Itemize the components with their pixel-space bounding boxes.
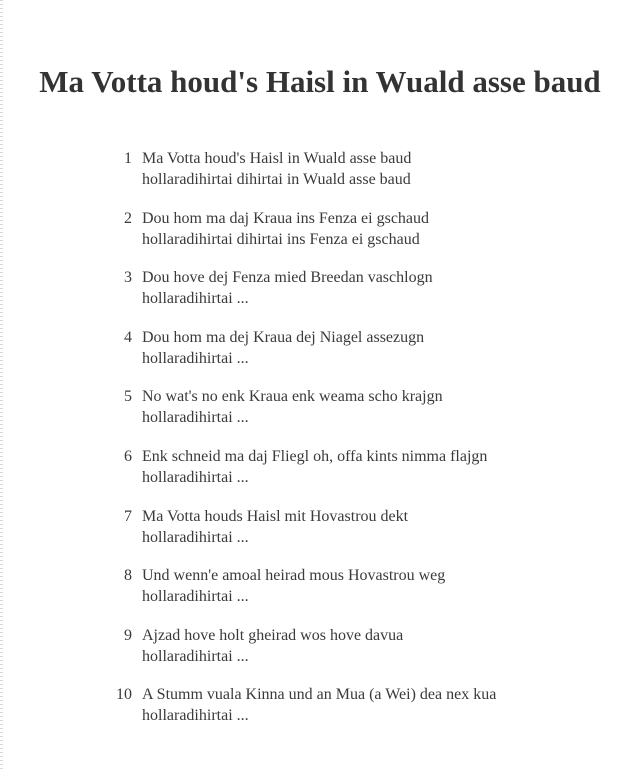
verse-number: 2 <box>124 209 132 227</box>
refrain-line: hollaradihirtai ... <box>142 409 249 427</box>
verse-line: Ma Votta houd's Haisl in Wuald asse baud <box>142 150 412 167</box>
refrain-line: hollaradihirtai ... <box>142 349 249 367</box>
refrain-line: hollaradihirtai dihirtai in Wuald asse baud <box>142 171 411 188</box>
verse-number: 1 <box>124 150 132 167</box>
verse-text <box>142 565 445 607</box>
verse <box>104 506 524 566</box>
verse-line: Dou hom ma daj Kraua ins Fenza ei gschaud <box>142 209 430 227</box>
refrain-line: hollaradihirtai ... <box>142 588 249 606</box>
page-title: Ma Votta houd's Haisl in Wuald asse baud <box>39 64 601 99</box>
verse <box>104 148 524 208</box>
verse-text <box>142 327 424 369</box>
verse-line: No wat's no enk Kraua enk weama scho krajgn <box>142 388 443 406</box>
verse-text <box>142 208 429 250</box>
refrain-line: hollaradihirtai ... <box>142 290 249 308</box>
verse-text <box>142 625 403 667</box>
refrain-line: hollaradihirtai ... <box>142 707 249 725</box>
verse-number: 9 <box>124 626 132 644</box>
verse-number: 3 <box>124 269 132 287</box>
verse-line: Und wenn'e amoal heirad mous Hovastrou weg <box>142 567 446 585</box>
verse-text <box>142 506 408 548</box>
verse-number: 7 <box>124 507 132 525</box>
refrain-line: hollaradihirtai ... <box>142 647 249 665</box>
verse <box>104 625 524 685</box>
verse-text <box>142 684 496 726</box>
verse-line: Dou hom ma dej Kraua dej Niagel assezugn <box>142 328 425 346</box>
verse-line: A Stumm vuala Kinna und an Mua (a Wei) dea nex kua <box>142 686 497 704</box>
refrain-line: hollaradihirtai ... <box>142 528 249 546</box>
verse <box>104 565 524 625</box>
verse-text <box>142 446 487 488</box>
verse-number: 8 <box>124 567 132 585</box>
refrain-line: hollaradihirtai ... <box>142 468 249 486</box>
page-edge <box>0 0 3 769</box>
verse <box>104 208 524 268</box>
verse-list <box>104 148 524 744</box>
verse <box>104 446 524 506</box>
verse <box>104 386 524 446</box>
verse-number: 5 <box>124 388 132 406</box>
verse-line: Ma Votta houds Haisl mit Hovastrou dekt <box>142 507 409 525</box>
verse <box>104 327 524 387</box>
verse-line: Ajzad hove holt gheirad wos hove davua <box>142 626 404 644</box>
verse-line: Enk schneid ma daj Fliegl oh, offa kints nimma flajgn <box>142 447 488 465</box>
verse-number: 10 <box>116 686 132 704</box>
verse-number: 6 <box>124 447 132 465</box>
refrain-line: hollaradihirtai dihirtai ins Fenza ei gschaud <box>142 230 420 248</box>
verse-text <box>142 148 411 190</box>
verse-line: Dou hove dej Fenza mied Breedan vaschlogn <box>142 269 433 287</box>
verse-number: 4 <box>124 328 132 346</box>
verse-text <box>142 386 443 428</box>
verse <box>104 684 524 744</box>
verse <box>104 267 524 327</box>
verse-text <box>142 267 433 309</box>
